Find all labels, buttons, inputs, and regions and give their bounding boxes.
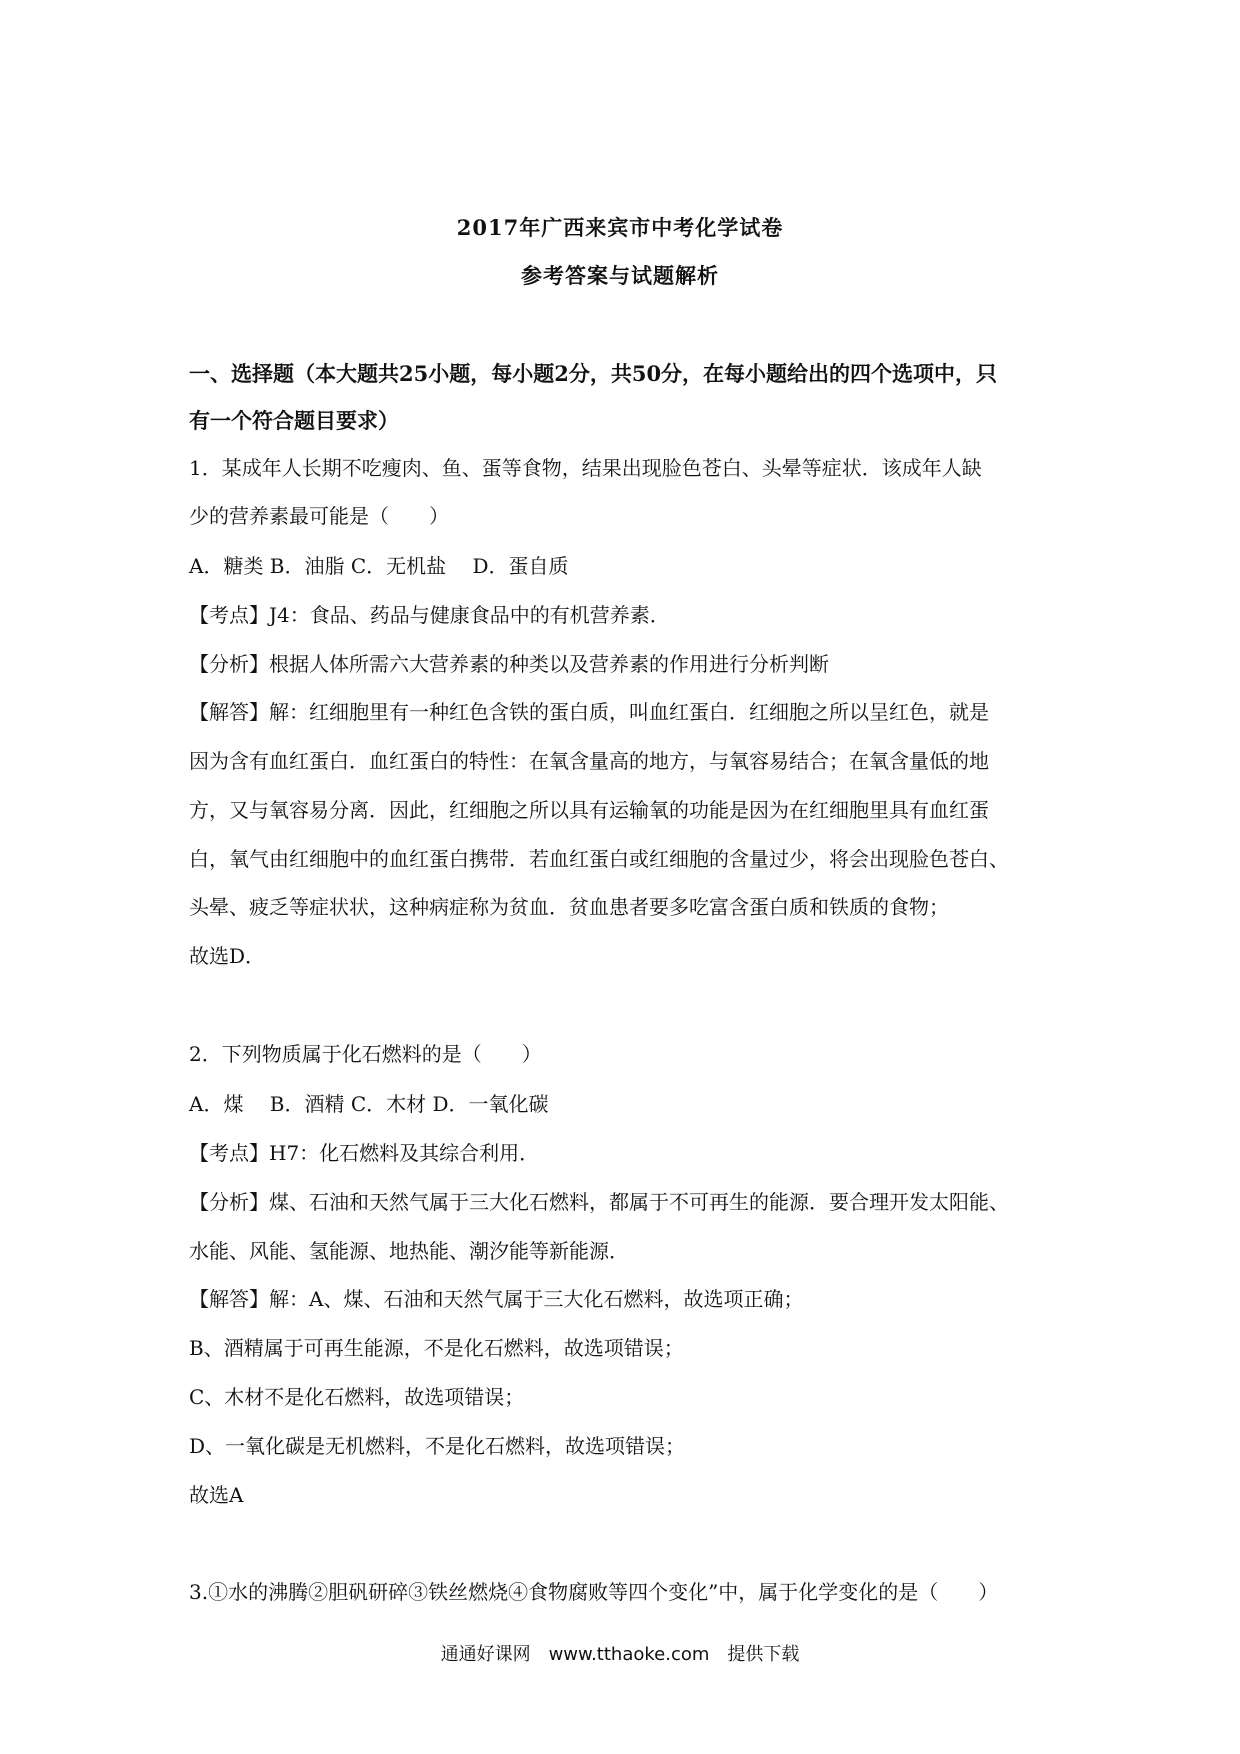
q2-jieda-line2: B、酒精属于可再生能源，不是化石燃料，故选项错误；	[189, 1336, 684, 1360]
q2-fenxi-line1: 【分析】煤、石油和天然气属于三大化石燃料，都属于不可再生的能源．要合理开发太阳能、	[189, 1190, 1009, 1214]
q1-options: A．糖类 B．油脂 C．无机盐 D．蛋自质	[189, 554, 569, 578]
section-heading-line1: 一、选择题（本大题共25小题，每小题2分，共50分，在每小题给出的四个选项中，只	[189, 361, 998, 386]
q1-stem-line2: 少的营养素最可能是（ ）	[189, 504, 449, 528]
q2-answer: 故选A	[189, 1483, 244, 1507]
q2-jieda-line1: 【解答】解：A、煤、石油和天然气属于三大化石燃料，故选项正确；	[189, 1287, 804, 1311]
q2-fenxi-line2: 水能、风能、氢能源、地热能、潮汐能等新能源．	[189, 1239, 629, 1263]
document-title: 2017年广西来宾市中考化学试卷	[456, 215, 784, 240]
q1-answer: 故选D．	[189, 944, 266, 968]
page-footer: 通通好课网 www.tthaoke.com 提供下载	[440, 1644, 800, 1665]
q2-options: A．煤 B．酒精 C．木材 D．一氧化碳	[189, 1092, 549, 1116]
section-heading-line2: 有一个符合题目要求）	[189, 408, 399, 433]
q1-jieda-line2: 因为含有血红蛋白．血红蛋白的特性：在氧含量高的地方，与氧容易结合；在氧含量低的地	[189, 749, 989, 773]
q1-jieda-line3: 方，又与氧容易分离．因此，红细胞之所以具有运输氧的功能是因为在红细胞里具有血红蛋	[189, 798, 989, 822]
q2-stem: 2．下列物质属于化石燃料的是（ ）	[189, 1042, 542, 1066]
document-subtitle: 参考答案与试题解析	[521, 263, 719, 288]
q1-jieda-line4: 白，氧气由红细胞中的血红蛋白携带．若血红蛋白或红细胞的含量过少，将会出现脸色苍白、	[189, 847, 1009, 871]
q2-kaodian: 【考点】H7：化石燃料及其综合利用．	[189, 1141, 540, 1165]
q1-kaodian: 【考点】J4：食品、药品与健康食品中的有机营养素．	[189, 603, 670, 627]
q1-stem-line1: 1．某成年人长期不吃瘦肉、鱼、蛋等食物，结果出现脸色苍白、头晕等症状．该成年人缺	[189, 456, 982, 480]
q1-fenxi: 【分析】根据人体所需六大营养素的种类以及营养素的作用进行分析判断	[189, 652, 829, 676]
q1-jieda-line1: 【解答】解：红细胞里有一种红色含铁的蛋白质，叫血红蛋白．红细胞之所以呈红色，就是	[189, 700, 989, 724]
q2-jieda-line4: D、一氧化碳是无机燃料，不是化石燃料，故选项错误；	[189, 1434, 686, 1458]
q2-jieda-line3: C、木材不是化石燃料，故选项错误；	[189, 1385, 525, 1409]
q1-jieda-line5: 头晕、疲乏等症状状，这种病症称为贫血．贫血患者要多吃富含蛋白质和铁质的食物；	[189, 895, 949, 919]
q3-stem: 3.①水的沸腾②胆矾研碎③铁丝燃烧④食物腐败等四个变化”中，属于化学变化的是（ ）	[189, 1580, 999, 1604]
